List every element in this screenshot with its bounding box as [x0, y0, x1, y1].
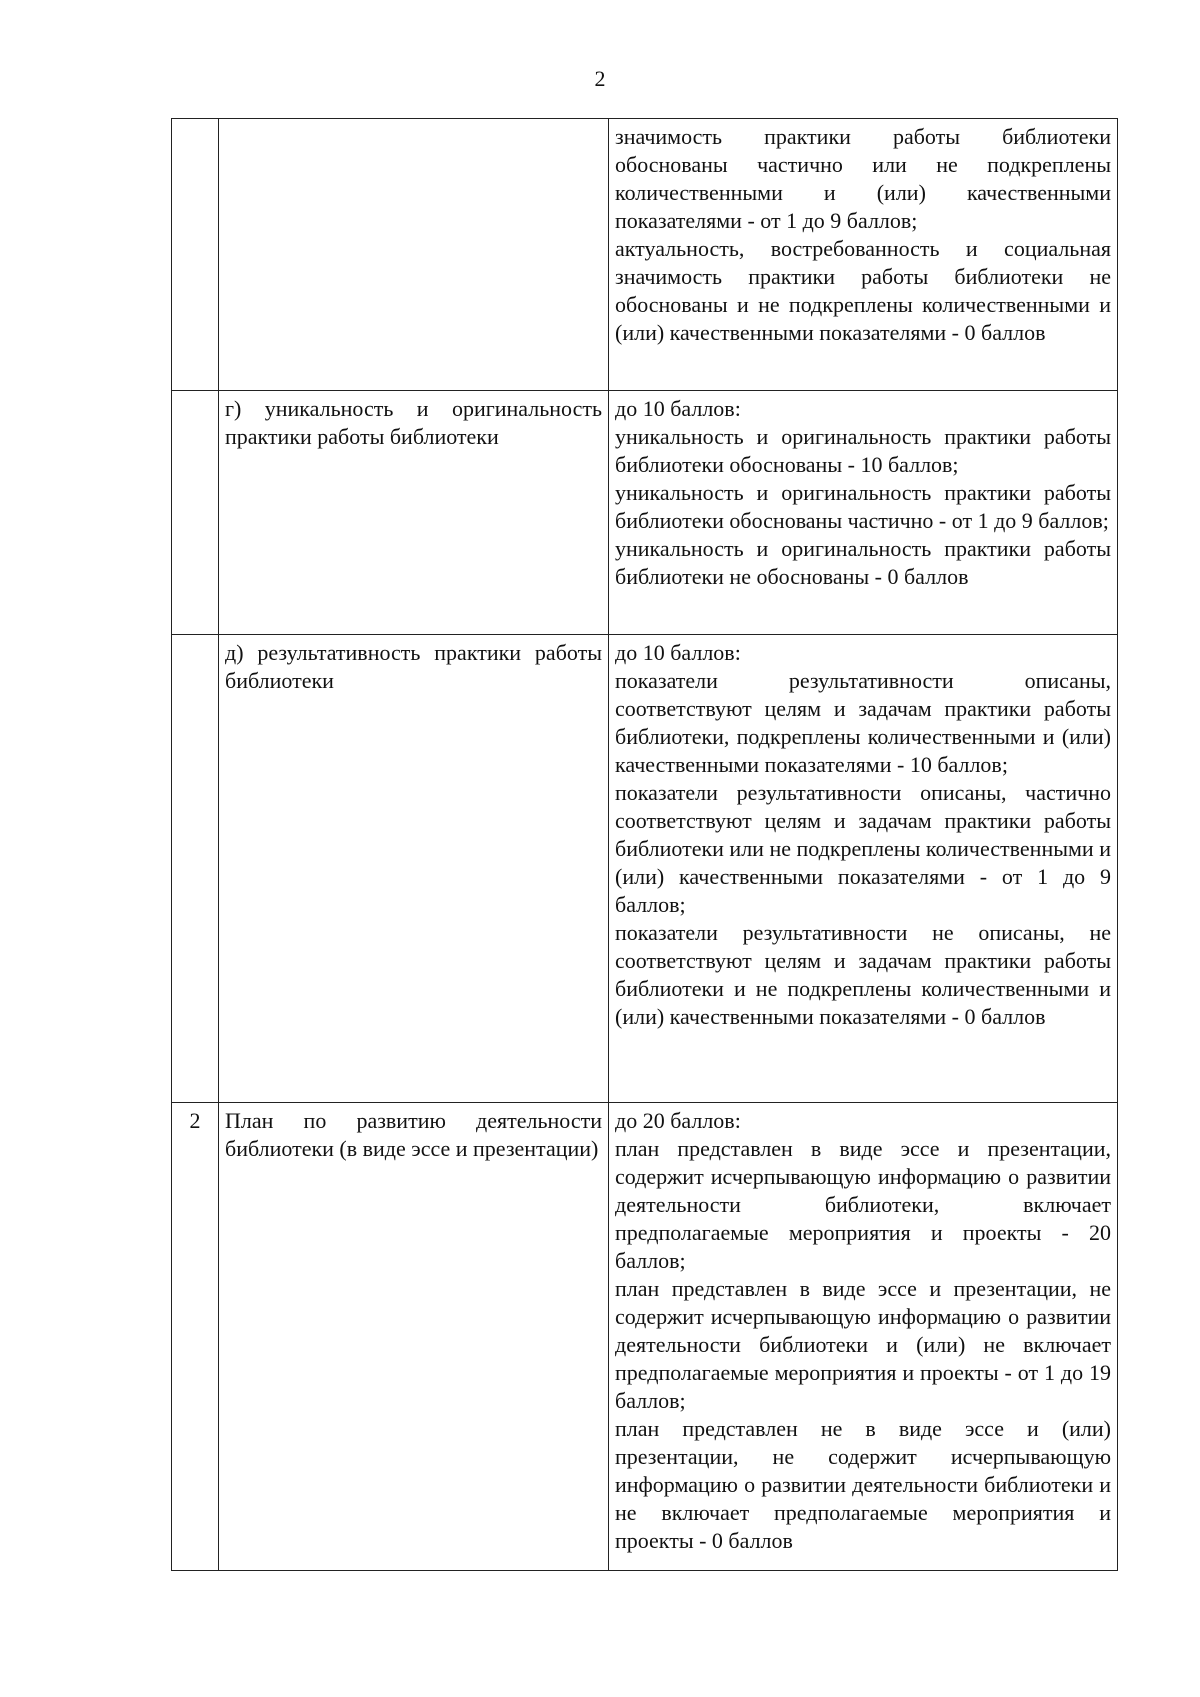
criterion-cell: План по развитию деятельности библиотеки (в виде эссе и презентации): [219, 1103, 609, 1571]
table-row: [172, 119, 1118, 391]
table-row: [172, 635, 1118, 1103]
table-row: [172, 391, 1118, 635]
score-line: план представлен не в виде эссе и (или) презентации, не содержит исчерпывающую информацию о развитии деятельности библиотеки и не включает предполагаемые мероприятия и проекты - 0 баллов: [615, 1416, 1111, 1553]
row-number-cell: 2: [172, 1103, 219, 1571]
score-line: значимость практики работы библиотеки обоснованы частично или не подкреплены количественными и (или) качественными показателями - от 1 до 9 баллов;: [615, 124, 1111, 233]
score-line: до 10 баллов:: [615, 640, 741, 665]
score-line: план представлен в виде эссе и презентации, содержит исчерпывающую информацию о развитии деятельности библиотеки, включает предполагаемые мероприятия и проекты - 20 баллов;: [615, 1136, 1111, 1273]
row-number-cell: [172, 391, 219, 635]
criterion-cell: [219, 119, 609, 391]
page-number: 2: [594, 66, 606, 91]
score-line: показатели результативности описаны, соответствуют целям и задачам практики работы библиотеки, подкреплены количественными и (или) качественными показателями - 10 баллов;: [615, 668, 1111, 777]
score-line: план представлен в виде эссе и презентации, не содержит исчерпывающую информацию о развитии деятельности библиотеки и (или) не включает предполагаемые мероприятия и проекты - от 1 до 19 баллов;: [615, 1276, 1111, 1413]
criterion-cell: г) уникальность и оригинальность практики работы библиотеки: [219, 391, 609, 635]
score-line: уникальность и оригинальность практики работы библиотеки не обоснованы - 0 баллов: [615, 536, 1111, 589]
criterion-cell: д) результативность практики работы библиотеки: [219, 635, 609, 1103]
score-line: показатели результативности не описаны, не соответствуют целям и задачам практики работы библиотеки и не подкреплены количественными и (или) качественными показателями - 0 баллов: [615, 920, 1111, 1029]
score-cell: [609, 391, 1118, 635]
score-cell: [609, 119, 1118, 391]
score-line: уникальность и оригинальность практики работы библиотеки обоснованы - 10 баллов;: [615, 424, 1111, 477]
row-number-cell: [172, 635, 219, 1103]
score-line: до 20 баллов:: [615, 1108, 741, 1133]
score-cell: [609, 1103, 1118, 1571]
score-line: актуальность, востребованность и социальная значимость практики работы библиотеки не обоснованы и не подкреплены количественными и (или) качественными показателями - 0 баллов: [615, 236, 1111, 345]
criteria-table: [171, 118, 1118, 1571]
score-line: до 10 баллов:: [615, 396, 741, 421]
score-cell: [609, 635, 1118, 1103]
score-line: уникальность и оригинальность практики работы библиотеки обоснованы частично - от 1 до 9 баллов;: [615, 480, 1111, 533]
row-number-cell: [172, 119, 219, 391]
score-line: показатели результативности описаны, частично соответствуют целям и задачам практики работы библиотеки или не подкреплены количественными и (или) качественными показателями - от 1 до 9 баллов;: [615, 780, 1111, 917]
table-row: [172, 1103, 1118, 1571]
